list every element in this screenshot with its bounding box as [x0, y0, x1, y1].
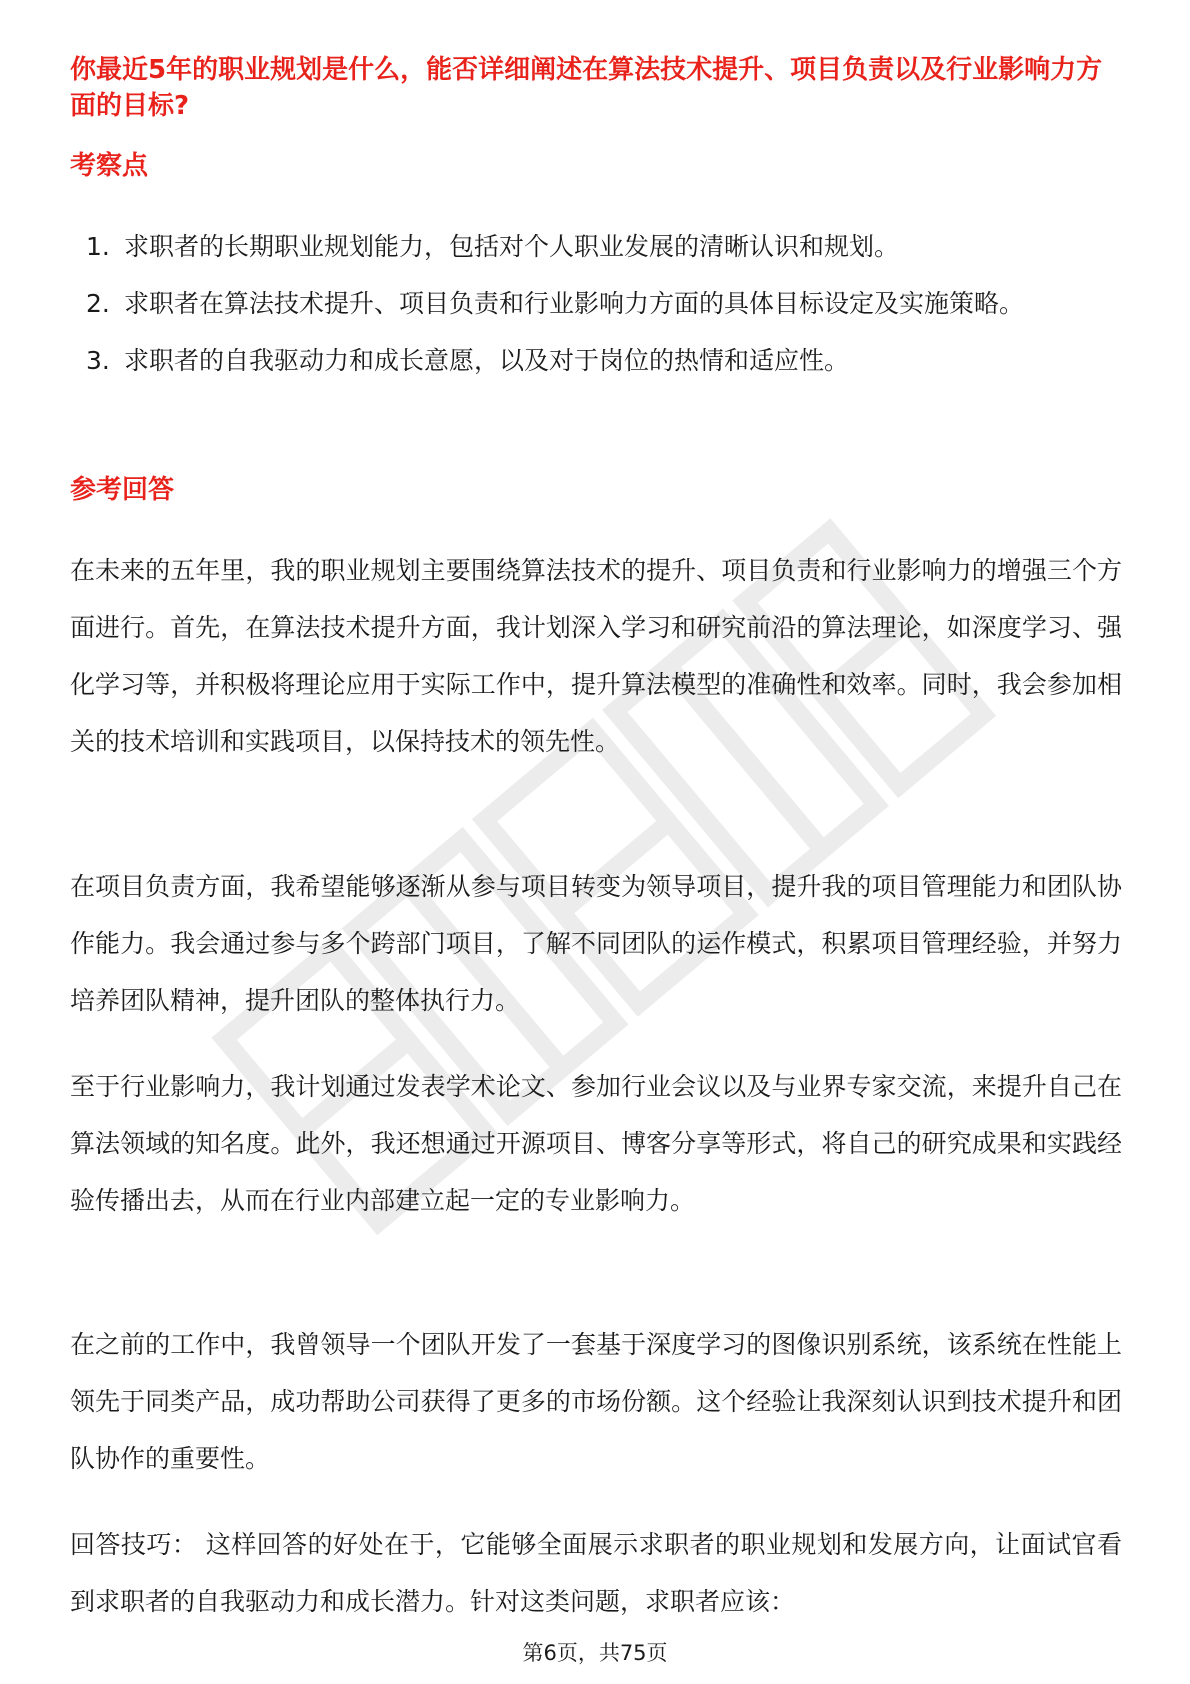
list-item — [70, 332, 1120, 389]
question-title: 你最近5年的职业规划是什么，能否详细阐述在算法技术提升、项目负责以及行业影响力方面的目标? — [70, 55, 1103, 121]
section-heading-points: 考察点 — [70, 151, 149, 181]
answer-paragraph: 在未来的五年里，我的职业规划主要围绕算法技术的提升、项目负责和行业影响力的增强三个方面进行。首先，在算法技术提升方面，我计划深入学习和研究前沿的算法理论，如深度学习、强化学习等，并积极将理论应用于实际工作中，提升算法模型的准确性和效率。同时，我会参加相关的技术培训和实践项目，以保持技术的领先性。 — [70, 556, 1122, 756]
answer-tips-paragraph: 回答技巧： 这样回答的好处在于，它能够全面展示求职者的职业规划和发展方向，让面试官看到求职者的自我驱动力和成长潜力。针对这类问题，求职者应该： — [70, 1530, 1122, 1616]
list-item-text: 求职者的自我驱动力和成长意愿，以及对于岗位的热情和适应性。 — [124, 346, 850, 375]
points-list — [70, 218, 1120, 389]
list-item — [70, 218, 1120, 275]
list-item-number: 2. — [86, 289, 110, 318]
answer-paragraph: 在项目负责方面，我希望能够逐渐从参与项目转变为领导项目，提升我的项目管理能力和团队协作能力。我会通过参与多个跨部门项目，了解不同团队的运作模式，积累项目管理经验，并努力培养团队精神，提升团队的整体执行力。 — [70, 872, 1122, 1015]
list-item-number: 3. — [86, 346, 110, 375]
answer-paragraph: 在之前的工作中，我曾领导一个团队开发了一套基于深度学习的图像识别系统，该系统在性能上领先于同类产品，成功帮助公司获得了更多的市场份额。这个经验让我深刻认识到技术提升和团队协作的重要性。 — [70, 1330, 1122, 1473]
list-item-text: 求职者在算法技术提升、项目负责和行业影响力方面的具体目标设定及实施策略。 — [124, 289, 1025, 318]
list-item-text: 求职者的长期职业规划能力，包括对个人职业发展的清晰认识和规划。 — [124, 232, 900, 261]
page-footer: 第6页，共75页 — [522, 1641, 668, 1665]
section-heading-answer: 参考回答 — [70, 475, 175, 505]
list-item-number: 1. — [86, 232, 110, 261]
list-item — [70, 275, 1120, 332]
answer-paragraph: 至于行业影响力，我计划通过发表学术论文、参加行业会议以及与业界专家交流，来提升自己在算法领域的知名度。此外，我还想通过开源项目、博客分享等形式，将自己的研究成果和实践经验传播出去，从而在行业内部建立起一定的专业影响力。 — [70, 1072, 1122, 1215]
